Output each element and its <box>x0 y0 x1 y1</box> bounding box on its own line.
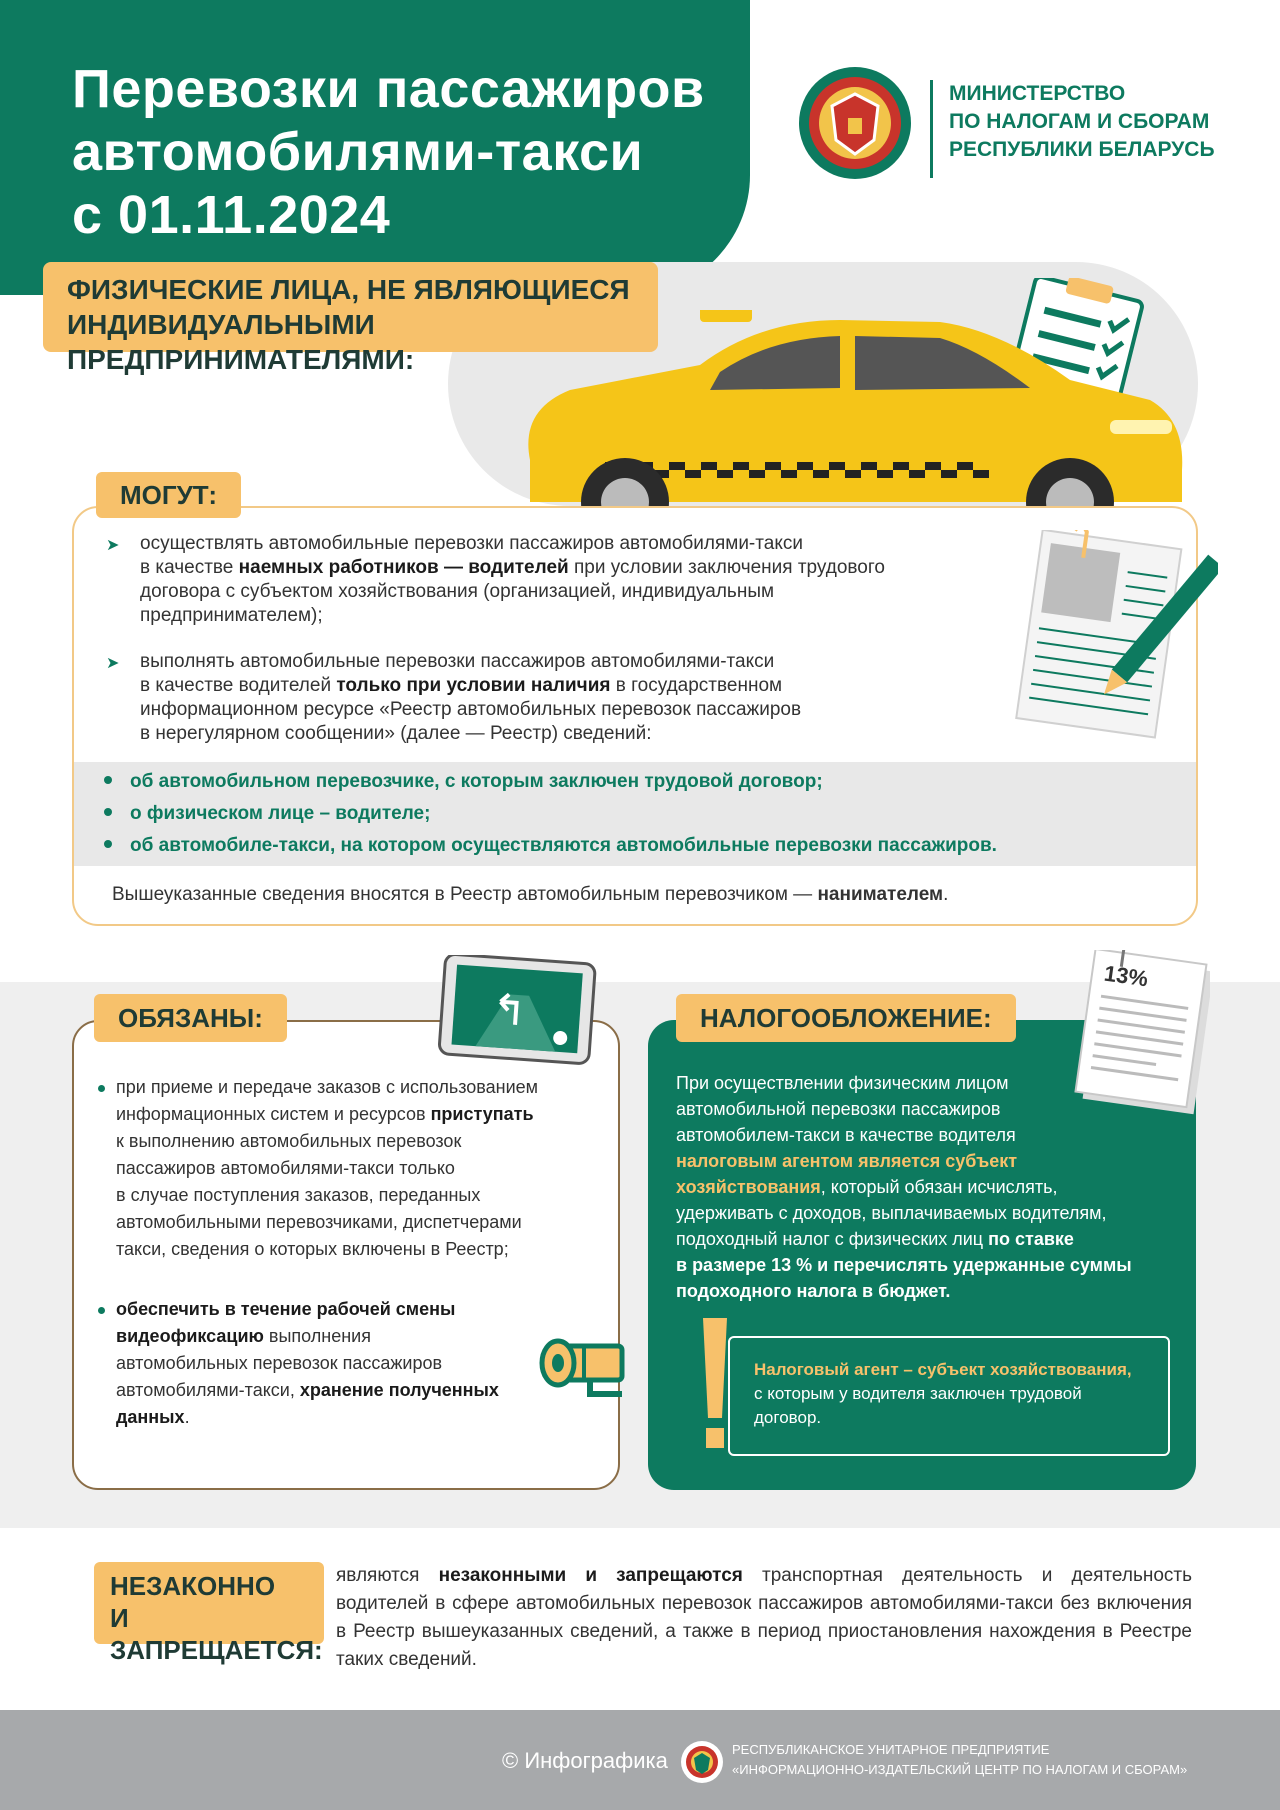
obyazany-item-2-line-1: обеспечить в течение рабочей смены <box>116 1299 456 1319</box>
mogut-item-1-line-4: предпринимателем); <box>140 605 323 626</box>
nalog-line-2: автомобильной перевозки пассажиров <box>676 1099 1001 1119</box>
obyazany-item-2-text <box>116 1296 608 1431</box>
obyazany-item-1-line-5: в случае поступления заказов, переданных <box>116 1185 481 1205</box>
mogut-sub-item-1: об автомобильном перевозчике, с которым заключен трудовой договор; <box>104 770 823 794</box>
page-title <box>72 58 705 247</box>
nalog-line-6: удерживать с доходов, выплачиваемых водителям, <box>676 1203 1107 1223</box>
title-block <box>0 0 750 295</box>
video-camera-icon <box>538 1332 626 1404</box>
chevron-right-icon: ➤ <box>106 537 120 554</box>
notes-pencil-icon <box>1008 530 1218 750</box>
ministry-emblem-icon <box>796 64 914 182</box>
illegal-text: являются незаконными и запрещаются транспортная деятельность и деятельность водителей в сфере автомобильных перевозок пассажиров автомобилями-такси без включения в Реестр вышеуказанных сведений, а также в период приостановления нахождения в Реестре таких сведений. <box>336 1565 1193 1670</box>
nalog-text <box>676 1070 1176 1304</box>
mogut-item-2-line-2: в качестве водителей только при условии наличия в государственном <box>140 675 783 696</box>
obyazany-item-1-text <box>116 1074 608 1263</box>
footer-org-line-2: «ИНФОРМАЦИОННО-ИЗДАТЕЛЬСКИЙ ЦЕНТР ПО НАЛОГАМ И СБОРАМ» <box>732 1762 1188 1777</box>
mogut-item-2-line-3: информационном ресурсе «Реестр автомобильных перевозок пассажиров <box>140 699 802 720</box>
subtitle-line-1: ФИЗИЧЕСКИЕ ЛИЦА, НЕ ЯВЛЯЮЩИЕСЯ <box>67 274 630 305</box>
mogut-sub-item-3: об автомобиле-такси, на котором осуществляются автомобильные перевозки пассажиров. <box>104 834 997 858</box>
tax-agent-line-3: договор. <box>754 1408 822 1427</box>
exclamation-icon <box>700 1318 730 1450</box>
mogut-tag: МОГУТ: <box>96 472 241 518</box>
obyazany-item-2-line-5: данных. <box>116 1407 190 1427</box>
illegal-tag <box>94 1562 324 1665</box>
navigator-tablet-icon <box>438 955 598 1067</box>
obyazany-item-1-line-6: автомобильными перевозчиками, диспетчерами <box>116 1212 522 1232</box>
obyazany-item-1-line-3: к выполнению автомобильных перевозок <box>116 1131 462 1151</box>
obyazany-tag: ОБЯЗАНЫ: <box>94 994 287 1042</box>
mogut-note: Вышеуказанные сведения вносятся в Реестр автомобильным перевозчиком — нанимателем. <box>112 884 949 905</box>
mogut-item-2-line-4: в нерегулярном сообщении» (далее — Реестр) сведений: <box>140 723 652 744</box>
obyazany-item-1-line-2: информационных систем и ресурсов приступать <box>116 1104 534 1124</box>
bullet-dot-icon <box>98 1085 105 1092</box>
footer-org-line-1: РЕСПУБЛИКАНСКОЕ УНИТАРНОЕ ПРЕДПРИЯТИЕ <box>732 1742 1050 1757</box>
obyazany-item-2 <box>98 1296 608 1431</box>
mogut-item-1-text <box>140 532 976 628</box>
tax-agent-text <box>754 1358 1164 1430</box>
mogut-item-1-line-3: договора с субъектом хозяйствования (организацией, индивидуальным <box>140 581 775 602</box>
mogut-sub-item-2: о физическом лице – водителе; <box>104 802 430 826</box>
subtitle-line-2: ИНДИВИДУАЛЬНЫМИ ПРЕДПРИНИМАТЕЛЯМИ: <box>67 309 415 375</box>
nalog-line-5: хозяйствования, который обязан исчислять, <box>676 1177 1058 1197</box>
mogut-item-2-line-1: выполнять автомобильные перевозки пассажиров автомобилями-такси <box>140 651 775 672</box>
subtitle-box <box>43 262 658 375</box>
illegal-tag-line-2: И ЗАПРЕЩАЕТСЯ: <box>110 1603 323 1665</box>
mogut-item-1 <box>106 532 976 628</box>
obyazany-item-1-line-1: при приеме и передаче заказов с использованием <box>116 1077 539 1097</box>
mogut-item-2 <box>106 650 976 746</box>
mogut-item-1-line-2: в качестве наемных работников — водителей при условии заключения трудового <box>140 557 885 578</box>
bullet-dot-icon <box>98 1307 105 1314</box>
chevron-right-icon: ➤ <box>106 655 120 672</box>
footer-copyright: © Инфографика <box>502 1748 668 1773</box>
illegal-tag-line-1: НЕЗАКОННО <box>110 1571 276 1601</box>
nalog-line-3: автомобилем-такси в качестве водителя <box>676 1125 1016 1145</box>
obyazany-item-2-line-2: видеофиксацию выполнения <box>116 1326 371 1346</box>
tax-document-percent: 13% <box>1102 960 1150 992</box>
obyazany-item-2-line-3: автомобильных перевозок пассажиров <box>116 1353 443 1373</box>
title-line-3: с 01.11.2024 <box>72 185 391 245</box>
mogut-item-2-text <box>140 650 976 746</box>
mogut-item-1-line-1: осуществлять автомобильные перевозки пассажиров автомобилями-такси <box>140 533 803 554</box>
obyazany-item-2-line-4: автомобилями-такси, хранение полученных <box>116 1380 499 1400</box>
ministry-name <box>930 80 1215 178</box>
ministry-line-1: МИНИСТЕРСТВО <box>949 82 1126 105</box>
nalog-tag: НАЛОГООБЛОЖЕНИЕ: <box>676 994 1016 1042</box>
obyazany-item-1-line-7: такси, сведения о которых включены в Реестр; <box>116 1239 509 1259</box>
nalog-line-8: в размере 13 % и перечислять удержанные суммы <box>676 1255 1132 1275</box>
ministry-line-2: ПО НАЛОГАМ И СБОРАМ <box>949 110 1210 133</box>
ministry-line-3: РЕСПУБЛИКИ БЕЛАРУСЬ <box>949 138 1215 161</box>
obyazany-item-1 <box>98 1074 608 1263</box>
tax-agent-line-1: Налоговый агент – субъект хозяйствования, <box>754 1360 1132 1379</box>
tax-agent-line-2: с которым у водителя заключен трудовой <box>754 1384 1082 1403</box>
title-line-2: автомобилями-такси <box>72 122 644 182</box>
nalog-line-9: подоходного налога в бюджет. <box>676 1281 951 1301</box>
nalog-line-1: При осуществлении физическим лицом <box>676 1073 1009 1093</box>
title-line-1: Перевозки пассажиров <box>72 59 705 119</box>
nalog-line-4: налоговым агентом является субъект <box>676 1151 1018 1171</box>
publisher-logo-icon <box>680 1740 724 1784</box>
obyazany-item-1-line-4: пассажиров автомобилями-такси только <box>116 1158 455 1178</box>
footer-organization <box>732 1740 1187 1780</box>
nalog-line-7: подоходный налог с физических лиц по ставке <box>676 1229 1074 1249</box>
